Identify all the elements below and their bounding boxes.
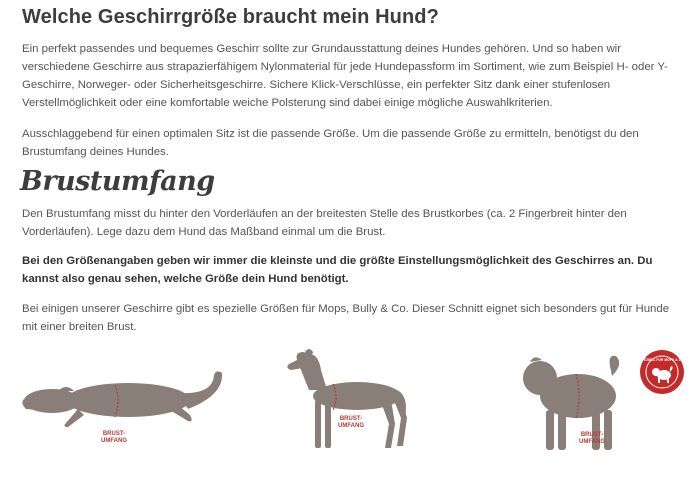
standing-dog-label-line2: UMFANG — [338, 423, 364, 429]
pug-silhouette — [523, 356, 619, 450]
lying-dog-label-line1: BRUST- — [102, 431, 126, 437]
standing-dog-illustration — [285, 346, 415, 456]
standing-dog-label-line1: BRUST- — [339, 416, 363, 422]
section-heading-brustumfang: Brustumfang — [20, 166, 215, 197]
mops-badge — [638, 348, 686, 396]
intro-paragraph-2: Ausschlaggebend für einen optimalen Sitz ist die passende Größe. Um die passende Größe zu ermitteln, benötigst du den Brustumfang deines Hundes. — [22, 128, 639, 158]
section-paragraph-size-note: Bei den Größenangaben geben wir immer die kleinste und die größte Einstellungsmöglichkeit des Geschirres an. Du kannst also genau sehen, welche Größe dein Hund benötigt. — [22, 255, 653, 285]
badge-text: SPEZIELL FÜR MOPS & CO. — [639, 358, 685, 362]
lying-dog-label-line2: UMFANG — [101, 438, 127, 444]
section-paragraph-measure: Den Brustumfang misst du hinter den Vorderläufen an der breitesten Stelle des Brustkorbes (ca. 2 Fingerbreit hinter den Vorderläufen). Lege dazu dem Hund das Maßband einmal um die Brust. — [22, 208, 627, 238]
pug-label-line2: UMFANG — [579, 439, 605, 445]
standing-dog-silhouette — [287, 349, 407, 448]
pug-label-line1: BRUST- — [580, 432, 604, 438]
lying-dog-illustration — [18, 365, 228, 455]
section-paragraph-mops: Bei einigen unserer Geschirre gibt es spezielle Größen für Mops, Bully & Co. Dieser Schnitt eignet sich besonders gut für Hunde mit einer breiten Brust. — [22, 303, 670, 333]
page-title: Welche Geschirrgröße braucht mein Hund? — [22, 6, 439, 28]
intro-paragraph-1: Ein perfekt passendes und bequemes Geschirr sollte zur Grundausstattung deines Hundes gehören. Und so haben wir verschiedene Geschirre aus strapazierfähigem Nylonmaterial für jede Hundepassform im Sortiment, wie zum Beispiel H- oder Y-Geschirre, Norweger- oder Sicherheitsgeschirre. Sichere Klick-Verschlüsse, ein perfekter Sitz dank einer stufenlosen Verstellmöglichkeit oder eine komfortable weiche Polsterung sind dabei einige mögliche Auswahlkriterien. — [22, 43, 668, 109]
pug-illustration — [520, 346, 640, 456]
lying-dog-silhouette — [22, 371, 222, 427]
